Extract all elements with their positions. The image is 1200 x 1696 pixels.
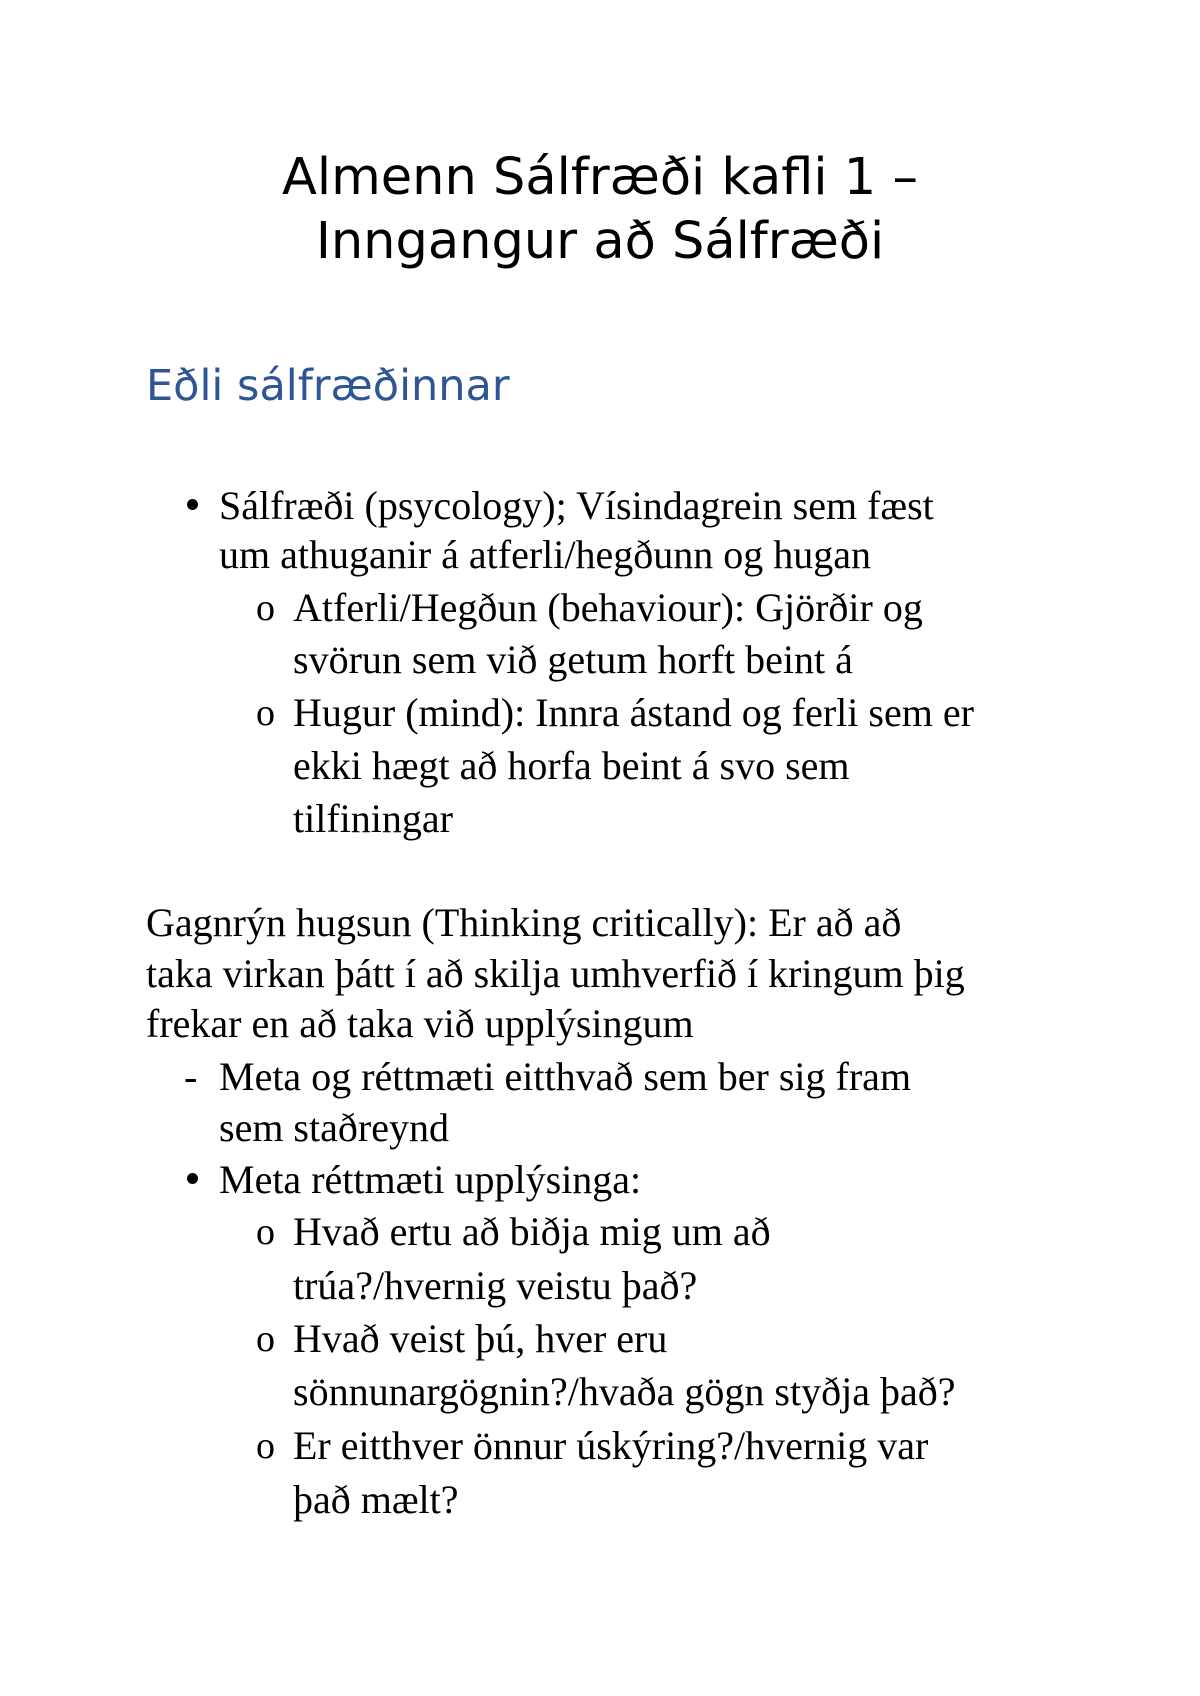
page-title-line-2: Inngangur að Sálfræði bbox=[315, 212, 885, 271]
page-title-line-1: Almenn Sálfræði kafli 1 – bbox=[282, 148, 918, 207]
sub-bullet-marker: o bbox=[256, 1425, 275, 1467]
bullet-1-sub-1-line-2: svörun sem við getum horft beint á bbox=[293, 637, 853, 682]
section-heading: Eðli sálfræðinnar bbox=[146, 361, 510, 411]
dash-item-line-1: Meta og réttmæti eitthvað sem ber sig fram bbox=[219, 1054, 912, 1099]
bullet-1-sub-2-line-2: ekki hægt að horfa beint á svo sem bbox=[293, 743, 850, 788]
bullet-2-sub-1-line-1: Hvað ertu að biðja mig um að bbox=[293, 1209, 771, 1254]
bullet-2-line-1: Meta réttmæti upplýsinga: bbox=[219, 1157, 642, 1202]
paragraph-line-1: Gagnrýn hugsun (Thinking critically): Er að að bbox=[146, 900, 902, 945]
bullet-icon bbox=[187, 1173, 198, 1184]
paragraph-line-3: frekar en að taka við upplýsingum bbox=[146, 1001, 694, 1046]
sub-bullet-marker: o bbox=[256, 692, 275, 734]
bullet-2-sub-2-line-2: sönnunargögnin?/hvaða gögn styðja það? bbox=[293, 1369, 956, 1414]
bullet-1-line-1: Sálfræði (psycology); Vísindagrein sem fæst bbox=[219, 483, 934, 528]
sub-bullet-marker: o bbox=[256, 587, 275, 629]
sub-bullet-marker: o bbox=[256, 1211, 275, 1253]
bullet-2-sub-2-line-1: Hvað veist þú, hver eru bbox=[293, 1316, 668, 1361]
bullet-1-sub-2-line-3: tilfiningar bbox=[293, 796, 453, 841]
bullet-1-sub-1-line-1: Atferli/Hegðun (behaviour): Gjörðir og bbox=[293, 585, 923, 630]
bullet-2-sub-1-line-2: trúa?/hvernig veistu það? bbox=[293, 1263, 698, 1308]
sub-bullet-marker: o bbox=[256, 1318, 275, 1360]
dash-item-line-2: sem staðreynd bbox=[219, 1105, 449, 1150]
bullet-2-sub-3-line-1: Er eitthver önnur úskýring?/hvernig var bbox=[293, 1423, 929, 1468]
paragraph-line-2: taka virkan þátt í að skilja umhverfið í kringum þig bbox=[146, 951, 965, 996]
bullet-1-line-2: um athuganir á atferli/hegðunn og hugan bbox=[219, 532, 872, 577]
bullet-1-sub-2-line-1: Hugur (mind): Innra ástand og ferli sem er bbox=[293, 690, 974, 735]
dash-marker: - bbox=[184, 1054, 198, 1099]
bullet-icon bbox=[187, 499, 198, 510]
bullet-2-sub-3-line-2: það mælt? bbox=[293, 1477, 459, 1522]
